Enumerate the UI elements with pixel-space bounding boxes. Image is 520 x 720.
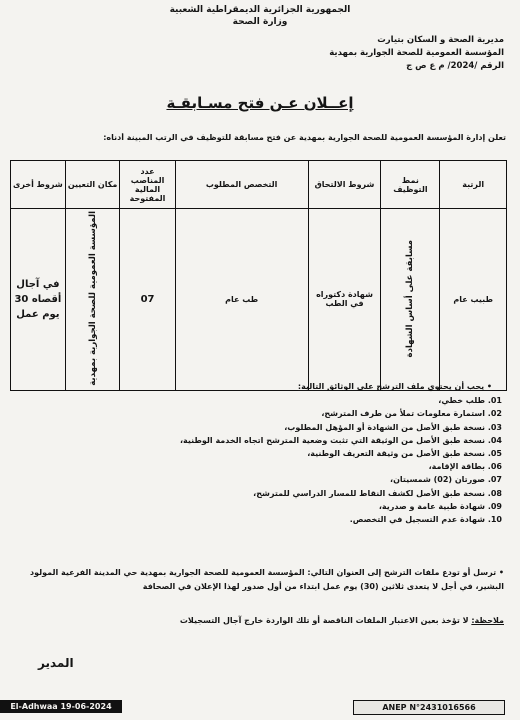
note-label: ملاحظة: (471, 616, 504, 625)
positions-table (10, 160, 507, 391)
list-item: 09. شهادة طبية عامة و صدرية، (378, 501, 502, 511)
note-text: لا تؤخذ بعين الاعتبار الملفات الناقصة أو تلك الواردة خارج آجال التسجيلات (179, 616, 472, 625)
list-item: 10. شهادة عدم التسجيل في التخصص. (349, 515, 502, 525)
documents-section (32, 380, 502, 526)
documents-list (32, 394, 502, 526)
col-place: مكان التعيين (65, 161, 120, 209)
list-item: 04. نسخة طبق الأصل من الوثيقة التي تثبت وضعية المترشح اتجاه الخدمة الوطنية، (179, 435, 502, 445)
col-rank: الرتبة (440, 161, 507, 209)
republic-name: الجمهورية الجزائرية الديمقراطية الشعبية (169, 5, 351, 15)
col-posts: عدد المناصب المالية المفتوحة (120, 161, 175, 209)
intro-text: تعلن إدارة المؤسسة العمومية للصحة الجوارية بمهدية عن فتح مسابقة للتوظيف في الرتب المبينة أدناه: (103, 133, 506, 142)
cell-place (65, 209, 120, 391)
list-item: 03. نسخة طبق الأصل من الشهادة أو المؤهل المطلوب، (284, 422, 502, 432)
cell-posts: 07 (120, 209, 175, 391)
cell-deadline: في آجال أقصاه 30 يوم عمل (11, 209, 66, 391)
institution-name: المؤسسة العمومية للصحة الجوارية بمهدية (329, 48, 504, 58)
reference-number: الرقم /2024/ م ع ص ج (406, 61, 504, 71)
directorate-name: مديرية الصحة و السكان بتيارت (377, 35, 504, 45)
cell-conditions: شهادة دكتوراه في الطب (308, 209, 381, 391)
col-conditions: شروط الالتحاق (308, 161, 381, 209)
table-row (11, 209, 507, 391)
list-item: 07. صورتان (02) شمسيتان، (390, 475, 502, 485)
list-item: 05. نسخة طبق الأصل من وثيقة التعريف الوطنية، (307, 449, 502, 459)
newspaper-date-label: El-Adhwaa 19-06-2024 (0, 700, 122, 713)
list-item: 02. استمارة معلومات تملأ من طرف المترشح، (321, 409, 502, 419)
page-title: إعــلان عـن فتح مسـابقـة (166, 94, 354, 112)
list-item: 01. طلب خطي، (438, 396, 502, 406)
col-mode: نمط التوظيف (381, 161, 440, 209)
cell-mode-text: مسابقة على أساس الشهادة (405, 239, 416, 358)
list-item: 06. بطاقة الإقامة، (428, 462, 502, 472)
director-signature: المدير (38, 656, 74, 670)
list-item: 08. نسخة طبق الأصل لكشف النقاط للمسار الدراسي للمترشح، (253, 488, 502, 498)
header-right (264, 34, 504, 73)
table-header-row (11, 161, 507, 209)
documents-heading: • يجب أن يحتوي ملف الترشح على الوثائق التالية: (297, 382, 492, 391)
header-top (150, 4, 370, 28)
anep-number-label: ANEP N°2431016566 (353, 700, 505, 715)
note (24, 616, 504, 625)
col-specialty: التخصص المطلوب (175, 161, 308, 209)
ministry-name: وزارة الصحة (232, 17, 288, 27)
submission-text: • ترسل أو تودع ملفات الترشح إلى العنوان التالي: المؤسسة العمومية للصحة الجوارية بمهدية حي المدينة الفرعية المولود البشير، في أجل لا يتعدى ثلاثين (30) يوم عمل ابتداء من أول صدور لهذا الإعلان في الصحافة (29, 568, 504, 591)
cell-specialty: طب عام (175, 209, 308, 391)
col-other: شروط أخرى (11, 161, 66, 209)
cell-rank: طبيب عام (440, 209, 507, 391)
cell-mode (381, 209, 440, 391)
cell-place-text: المؤسسة العمومية للصحة الجوارية بمهدية (87, 211, 98, 386)
